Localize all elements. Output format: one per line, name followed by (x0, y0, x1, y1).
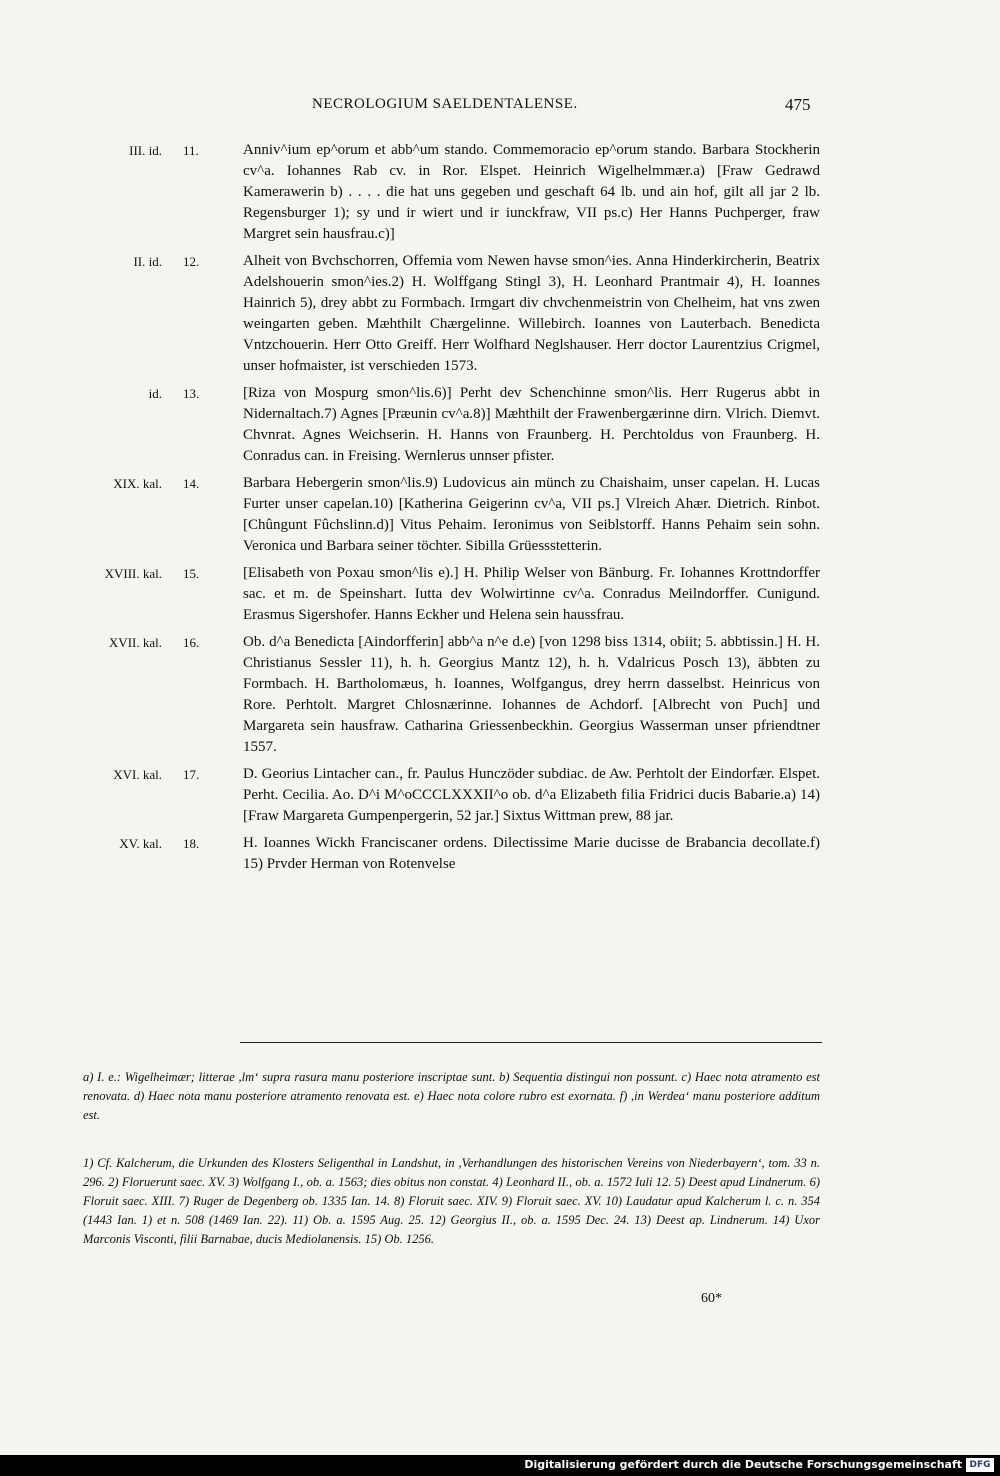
running-header (0, 96, 1000, 124)
entry-text: D. Georius Lintacher can., fr. Paulus Hunczöder subdiac. de Aw. Perhtolt der Eindorfær. Elspet. Perht. Cecilia. Ao. D^i M^oCCCLXXXII^o ob. d^a Elizabeth filia Fridrici ducis Babarie.a) 14) [Fraw Margareta Gumpenpergerin, 52 jar.] Sixtus Wittman prew, 88 jar. (243, 766, 820, 824)
entry-roman-date: XV. kal. (119, 836, 162, 851)
entry-day: 17. (183, 767, 200, 782)
footnotes: 1) Cf. Kalcherum, die Urkunden des Klosters Seligenthal in Landshut, in ,Verhandlungen des historischen Vereins von Niederbayern‘, tom. 33 n. 296. 2) Floruerunt saec. XV. 3) Wolfgang I., ob. a. 1563; dies obitus non constat. 4) Leonhard II., ob. a. 1572 Iuli 12. 5) Deest apud Lindnerum. 6) Floruit saec. XIII. 7) Ruger de Degenberg ob. 1335 Ian. 14. 8) Floruit saec. XIV. 9) Floruit saec. XV. 10) Laudatur apud Kalcherum l. c. n. 354 (1443 Ian. 1) et n. 508 (1469 Ian. 22). 11) Ob. a. 1595 Aug. 25. 12) Georgius II., ob. a. 1595 Dec. 24. 13) Deest ap. Lindnerum. 14) Uxor Marconis Visconti, filii Barnabae, ducis Mediolanensis. 15) Ob. 1256. (83, 1156, 820, 1246)
entry-day: 12. (183, 254, 200, 269)
entry-day: 15. (183, 566, 200, 581)
signature-mark: 60* (701, 1291, 722, 1306)
entry-text: Alheit von Bvchschorren, Offemia vom Newen havse smon^ies. Anna Hinderkircherin, Beatrix Adelshouerin smon^ies.2) H. Wolffgang Stingl 3), H. Leonhard Prantmair 4), H. Ioannes Hainrich 5), drey abbt zu Formbach. Irmgart div chvchenmeistrin von Chelheim, hat vns zwen weingarten geben. Mæhthilt Chærgelinne. Willebirch. Ioannes von Lauterbach. Benedicta Vntzchouerin. Herr Otto Greiff. Herr Wolfhard Neglshauser. Herr doctor Laurentzius Crigmel, unser hofmaister, ist verschieden 1573. (243, 253, 820, 374)
entry-day: 13. (183, 386, 200, 401)
entry-roman-date: XVI. kal. (113, 767, 162, 782)
entry-text: Ob. d^a Benedicta [Aindorfferin] abb^a n^e d.e) [von 1298 biss 1314, obiit; 5. abbtissin.] H. H. Christianus Sessler 11), h. h. Georgius Mantz 12), h. h. Vdalricus Posch 13), äbbten zu Formbach. H. Bartholomæus, h. Ioannes, Wolfgangus, drey herrn dasselbst. Heinricus von Rore. Perhtolt. Margret Chlosnærinne. Iohannes de Achdorf. [Albrecht von Puch] und Margareta sein hausfraw. Catharina Griessenbeckhin. Georgius Wasserman unser pfriendtner 1557. (243, 634, 820, 755)
critical-apparatus: a) I. e.: Wigelheimær; litterae ,lm‘ supra rasura manu posteriore inscriptae sunt. b) Sequentia distingui non possunt. c) Haec nota atramento est renovata. d) Haec nota manu posteriore atramento renovata est. e) Haec nota colore rubro est exornata. f) ,in Werdea‘ manu posteriore additum est. (83, 1070, 820, 1122)
entry-roman-date: XIX. kal. (113, 476, 162, 491)
entry-roman-date: id. (148, 386, 162, 401)
dfg-logo-icon: DFG (966, 1458, 994, 1472)
entry-day: 11. (183, 143, 199, 158)
entry-day: 18. (183, 836, 200, 851)
footnote-divider (240, 1042, 822, 1043)
entry-text: Anniv^ium ep^orum et abb^um stando. Commemoracio ep^orum stando. Barbara Stockherin cv^a. Iohannes Rab cv. in Ror. Elspet. Heinrich Wigelhelmmær.a) [Fraw Gedrawd Kamerawerin b) . . . . die hat uns gegeben und geschaft 64 lb. und ain hof, gilt all jar 2 lb. Regensburger 1); sy und ir wiert und ir iunckfraw, VII ps.c) Her Hanns Puchperger, fraw Margret sein hausfrau.c)] (243, 142, 820, 242)
entry-13 (0, 383, 1000, 467)
entry-roman-date: II. id. (133, 254, 162, 269)
entry-16 (0, 632, 1000, 758)
page-number: 475 (785, 95, 811, 114)
entry-12 (0, 251, 1000, 377)
entry-day: 14. (183, 476, 200, 491)
entry-14 (0, 473, 1000, 557)
entry-roman-date: III. id. (129, 143, 162, 158)
entry-18 (0, 833, 1000, 875)
entry-text: [Riza von Mospurg smon^lis.6)] Perht dev Schenchinne smon^lis. Herr Rugerus abbt in Nidernaltach.7) Agnes [Præunin cv^a.8)] Mæhthilt der Frawenbergærinne dirn. Vlrich. Diemvt. Chvnrat. Agnes Weichserin. H. Hanns von Fraunberg. H. Perchtoldus von Fraunberg. H. Conradus can. in Freising. Wernlerus unnser pfister. (243, 385, 820, 464)
page-title: NECROLOGIUM SAELDENTALENSE. (312, 96, 578, 112)
entry-17 (0, 764, 1000, 827)
entry-11 (0, 140, 1000, 245)
entry-roman-date: XVIII. kal. (104, 566, 162, 581)
footer-credit: Digitalisierung gefördert durch die Deutsche Forschungsgemeinschaft (524, 1458, 962, 1471)
necrology-entries (0, 140, 1000, 881)
digitization-footer (0, 1455, 1000, 1476)
entry-text: Barbara Hebergerin smon^lis.9) Ludovicus ain münch zu Chaishaim, unser capelan. H. Lucas Furter unser capelan.10) [Katherina Geigerinn cv^a, VII ps.] Vlreich Ahær. Dietrich. Rinbot. [Chûngunt Fûchslinn.d)] Vitus Pehaim. Ieronimus von Seiblstorff. Hanns Pehaim sein sohn. Veronica und Barbara seiner töchter. Sibilla Grüessstetterin. (243, 475, 820, 554)
entry-15 (0, 563, 1000, 626)
entry-text: H. Ioannes Wickh Franciscaner ordens. Dilectissime Marie ducisse de Brabancia decollate.f) 15) Prvder Herman von Rotenvelse (243, 835, 820, 872)
entry-roman-date: XVII. kal. (108, 635, 162, 650)
entry-day: 16. (183, 635, 200, 650)
entry-text: [Elisabeth von Poxau smon^lis e).] H. Philip Welser von Bänburg. Fr. Iohannes Krottndorffer sac. et m. de Speinshart. Iutta dev Wolwirtinne cv^a. Conradus Meilndorffer. Cunigund. Erasmus Sigershofer. Hanns Eckher und Helena sein haussfrau. (243, 565, 820, 623)
